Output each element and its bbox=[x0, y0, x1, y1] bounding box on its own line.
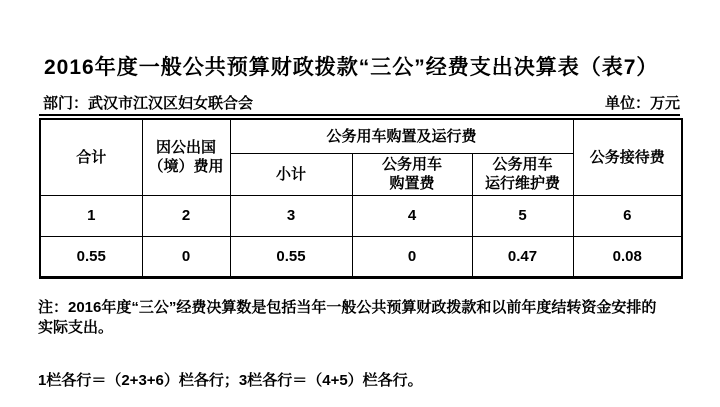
header-vehicle-purchase-line1: 公务用车 bbox=[381, 156, 442, 173]
header-vehicle-maintenance bbox=[472, 153, 573, 195]
department-label: 部门：武汉市江汉区妇女联合会 bbox=[43, 95, 254, 112]
value-cell-reception: 0.08 bbox=[573, 236, 682, 277]
value-cell-vehicle-subtotal: 0.55 bbox=[230, 236, 352, 277]
note-text bbox=[38, 298, 686, 338]
header-subtotal bbox=[230, 153, 352, 195]
value-cell-vehicle-purchase: 0 bbox=[352, 236, 472, 277]
header-vehicle-maintenance-line2: 运行维护费 bbox=[484, 175, 560, 192]
header-reception bbox=[573, 119, 682, 195]
header-vehicle-purchase-line2: 购置费 bbox=[389, 175, 435, 192]
document-title: 2016年度一般公共预算财政拨款“三公”经费支出决算表（表7） bbox=[44, 56, 659, 79]
value-cell-abroad: 0 bbox=[142, 236, 230, 277]
header-total bbox=[40, 119, 142, 195]
header-vehicle-group bbox=[230, 119, 573, 153]
meta-row bbox=[39, 96, 680, 116]
header-subtotal-label: 小计 bbox=[275, 165, 306, 183]
unit-label: 单位：万元 bbox=[604, 95, 680, 112]
formula-text: 1栏各行＝（2+3+6）栏各行；3栏各行＝（4+5）栏各行。 bbox=[38, 372, 423, 389]
table-header-row-1 bbox=[40, 119, 682, 153]
column-number-row bbox=[40, 195, 682, 236]
column-number-cell-4: 4 bbox=[352, 195, 472, 236]
column-number-cell-1: 1 bbox=[40, 195, 142, 236]
header-vehicle-group-label: 公务用车购置及运行费 bbox=[326, 127, 477, 145]
column-number-cell-3: 3 bbox=[230, 195, 352, 236]
header-abroad bbox=[142, 119, 230, 195]
column-number-cell-5: 5 bbox=[472, 195, 573, 236]
expenses-table bbox=[39, 118, 683, 279]
header-vehicle-maintenance-line1: 公务用车 bbox=[492, 156, 553, 173]
column-number-cell-2: 2 bbox=[142, 195, 230, 236]
header-abroad-line1: 因公出国 bbox=[155, 139, 216, 157]
column-number-cell-6: 6 bbox=[573, 195, 682, 236]
value-row bbox=[40, 236, 682, 277]
note-line-1: 注：2016年度“三公”经费决算数是包括当年一般公共预算财政拨款和以前年度结转资金安排的 bbox=[38, 299, 657, 316]
value-cell-total: 0.55 bbox=[40, 236, 142, 277]
note-line-2: 实际支出。 bbox=[38, 319, 114, 336]
header-vehicle-purchase bbox=[352, 153, 472, 195]
header-abroad-line2: （境）费用 bbox=[148, 158, 224, 176]
header-total-label: 合计 bbox=[76, 148, 107, 166]
header-reception-label: 公务接待费 bbox=[589, 148, 665, 166]
value-cell-vehicle-maintenance: 0.47 bbox=[472, 236, 573, 277]
